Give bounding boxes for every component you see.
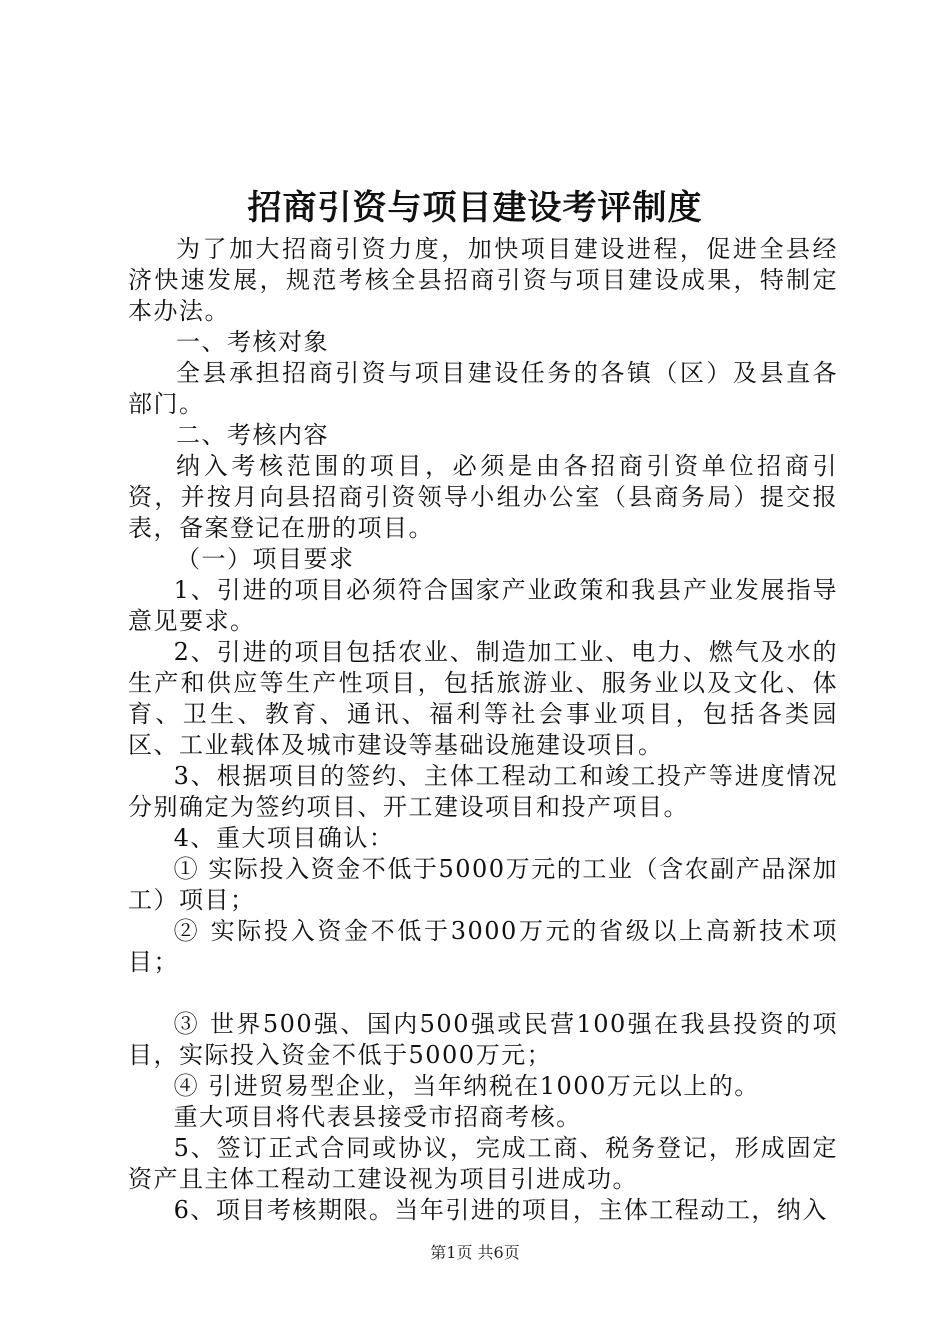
subsection-heading-project-requirements: （一）项目要求 <box>176 545 355 573</box>
major-project-criterion-3: ③ 世界500强、国内500强或民营100强在我县投资的项目，实际投入资金不低于5000万元； <box>128 1010 838 1069</box>
intro-paragraph: 为了加大招商引资力度，加快项目建设进程，促进全县经济快速发展，规范考核全县招商引资与项目建设成果，特制定本办法。 <box>128 235 838 325</box>
major-project-criterion-1: ① 实际投入资金不低于5000万元的工业（含农副产品深加工）项目； <box>128 855 838 914</box>
page-footer: 第1页 共6页 <box>430 1243 520 1262</box>
section-heading-assessment-content: 二、考核内容 <box>176 421 329 449</box>
requirement-item-5: 5、签订正式合同或协议，完成工商、税务登记，形成固定资产且主体工程动工建设视为项目引进成功。 <box>128 1134 838 1193</box>
requirement-item-2: 2、引进的项目包括农业、制造加工业、电力、燃气及水的生产和供应等生产性项目，包括旅游业、服务业以及文化、体育、卫生、教育、通讯、福利等社会事业项目，包括各类园区、工业载体及城市建设等基础设施建设项目。 <box>128 638 838 759</box>
requirement-item-1: 1、引进的项目必须符合国家产业政策和我县产业发展指导意见要求。 <box>128 576 838 635</box>
major-project-criterion-2: ② 实际投入资金不低于3000万元的省级以上高新技术项目； <box>128 917 838 976</box>
assessment-targets-paragraph: 全县承担招商引资与项目建设任务的各镇（区）及县直各部门。 <box>128 359 838 418</box>
section-heading-assessment-targets: 一、考核对象 <box>176 328 329 356</box>
document-body <box>128 234 838 1226</box>
requirement-item-4: 4、重大项目确认： <box>173 824 395 852</box>
requirement-item-3: 3、根据项目的签约、主体工程动工和竣工投产等进度情况分别确定为签约项目、开工建设项目和投产项目。 <box>128 762 838 821</box>
major-project-criterion-4: ④ 引进贸易型企业，当年纳税在1000万元以上的。 <box>173 1072 760 1100</box>
assessment-content-paragraph: 纳入考核范围的项目，必须是由各招商引资单位招商引资，并按月向县招商引资领导小组办公室（县商务局）提交报表，备案登记在册的项目。 <box>128 452 838 542</box>
blank-line <box>128 978 838 1009</box>
requirement-item-6: 6、项目考核期限。当年引进的项目，主体工程动工，纳入 <box>173 1196 828 1224</box>
major-project-note: 重大项目将代表县接受市招商考核。 <box>173 1103 582 1131</box>
document-title: 招商引资与项目建设考评制度 <box>247 188 703 228</box>
